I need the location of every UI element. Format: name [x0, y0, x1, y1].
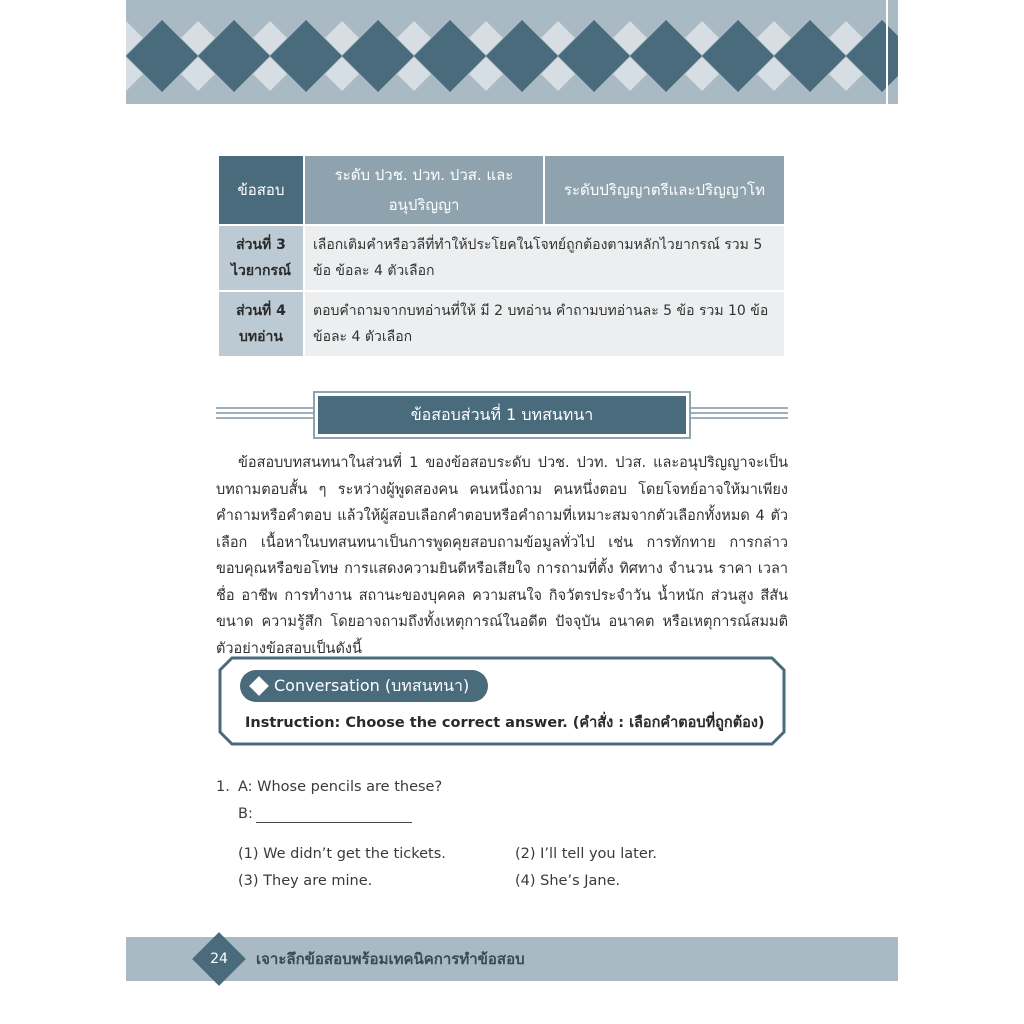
conversation-label-pill [240, 670, 488, 702]
pattern-diamond [630, 20, 702, 92]
row-description: เลือกเติมคำหรือวลีที่ทำให้ประโยคในโจทย์ถูกต้องตามหลักไวยากรณ์ รวม 5 ข้อ ข้อละ 4 ตัวเลือก [305, 226, 784, 290]
row-header-line: ไวยากรณ์ [231, 263, 291, 279]
row-header-line: ส่วนที่ 4 [236, 303, 286, 319]
table-row [219, 226, 784, 290]
pattern-diamond [558, 20, 630, 92]
pattern-diamond [126, 20, 198, 92]
section-title: ข้อสอบส่วนที่ 1 บทสนทนา [318, 396, 686, 434]
pattern-diamond [270, 20, 342, 92]
answer-option: (1) We didn’t get the tickets. [238, 846, 446, 862]
book-page [126, 0, 898, 1024]
row-description: ตอบคำถามจากบทอ่านที่ให้ มี 2 บทอ่าน คำถามบทอ่านละ 5 ข้อ รวม 10 ข้อ ข้อละ 4 ตัวเลือก [305, 292, 784, 356]
row-header-line: บทอ่าน [239, 329, 283, 345]
answer-option: (3) They are mine. [238, 873, 373, 889]
answer-option: (4) She’s Jane. [515, 873, 621, 889]
pattern-edge-line [886, 0, 888, 104]
table-header-cell: ระดับปริญญาตรีและปริญญาโท [545, 156, 784, 224]
row-header [219, 226, 303, 290]
pattern-diamond [198, 20, 270, 92]
header-pattern-band [126, 0, 898, 104]
row-header-line: ส่วนที่ 3 [236, 237, 286, 253]
table-row [219, 292, 784, 356]
answer-option: (2) I’ll tell you later. [515, 846, 657, 862]
pattern-diamond [486, 20, 558, 92]
table-header-cell: ข้อสอบ [219, 156, 303, 224]
pattern-diamond [342, 20, 414, 92]
question-line-b: B: [238, 806, 253, 822]
intro-paragraph: ข้อสอบบทสนทนาในส่วนที่ 1 ของข้อสอบระดับ ปวช. ปวท. ปวส. และอนุปริญญาจะเป็นบทถามตอบสั้น ๆ ระหว่างผู้พูดสองคน คนหนึ่งถาม คนหนึ่งตอบ โดยโจทย์อาจให้มาเพียงคำถามหรือคำตอบ แล้วให้ผู้สอบเลือกคำตอบหรือคำถามที่เหมาะสมจากตัวเลือกทั้งหมด 4 ตัวเลือก เนื้อหาในบทสนทนาเป็นการพูดคุยสอบถามข้อมูลทั่วไป เช่น การทักทาย การกล่าวขอบคุณหรือขอโทษ การแสดงความยินดีหรือเสียใจ การถามที่ตั้ง ทิศทาง จำนวน ราคา เวลา ชื่อ อาชีพ การทำงาน สถานะของบุคคล ความสนใจ กิจวัตรประจำวัน น้ำหนัก ส่วนสูง สีสัน ขนาด ความรู้สึก โดยอาจถามถึงทั้งเหตุการณ์ในอดีต ปัจจุบัน อนาคต หรือเหตุการณ์สมมติ ตัวอย่างข้อสอบเป็นดังนี้ [216, 455, 788, 657]
table-header-row [219, 156, 784, 224]
table-header-cell: ระดับ ปวช. ปวท. ปวส. และอนุปริญญา [305, 156, 543, 224]
pattern-diamond [774, 20, 846, 92]
row-header [219, 292, 303, 356]
question-number: 1. [216, 779, 230, 795]
pattern-diamond [414, 20, 486, 92]
exam-structure-table [217, 154, 786, 358]
pattern-diamond [702, 20, 774, 92]
page-number: 24 [210, 951, 228, 967]
footer-book-title: เจาะลึกข้อสอบพร้อมเทคนิคการทำข้อสอบ [256, 950, 525, 968]
question-line-a: A: Whose pencils are these? [238, 779, 443, 795]
pill-label: Conversation (บทสนทนา) [274, 676, 470, 695]
instruction-text: Instruction: Choose the correct answer. (คำสั่ง : เลือกคำตอบที่ถูกต้อง) [245, 715, 765, 731]
diamond-icon [249, 676, 269, 696]
answer-blank-line [256, 822, 412, 823]
diamond-pattern [126, 0, 898, 104]
